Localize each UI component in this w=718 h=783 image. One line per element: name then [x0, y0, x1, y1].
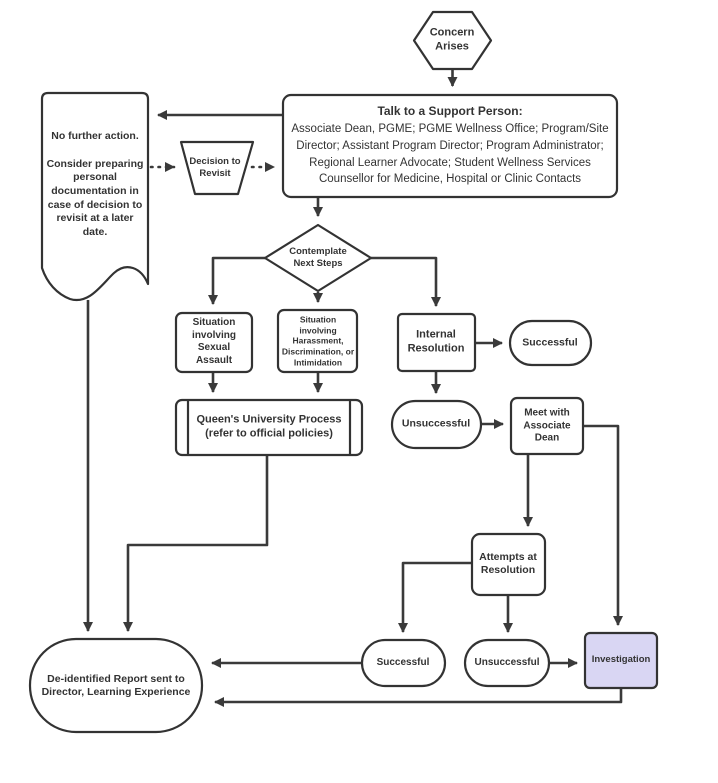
edge-queens-to-report [128, 455, 267, 631]
no-further-action-line2: Consider preparing personal documentation in case of decision to revisit at a later date. [46, 157, 144, 238]
queens-process-line2: (refer to official policies) [205, 427, 333, 439]
label-deidentified-report [33, 673, 199, 699]
edge-investigation-to-report [215, 688, 621, 702]
report-line1: De-identified Report sent to [47, 672, 185, 685]
label-investigation: Investigation [591, 654, 651, 666]
label-contemplate: Contemplate Next Steps [289, 246, 347, 269]
label-no-further-action [44, 130, 146, 239]
no-further-action-line1: No further action. [51, 130, 139, 142]
edge-contemplate-to-assault [213, 258, 265, 304]
label-successful-top: Successful [522, 336, 578, 349]
label-harassment: Situation involving Harassment, Discrimination, or Intimidation [281, 314, 355, 367]
label-attempts-resolution: Attempts at Resolution [479, 550, 537, 576]
label-support-person [285, 97, 615, 195]
label-sexual-assault: Situation involving Sexual Assault [192, 317, 236, 366]
label-meet-associate-dean: Meet with Associate Dean [523, 407, 571, 444]
label-queens-process [189, 413, 349, 441]
label-unsuccessful-top: Unsuccessful [401, 417, 471, 430]
edge-attempts-to-successful [403, 563, 472, 632]
queens-process-line1: Queen's University Process [196, 413, 342, 426]
label-concern-arises: Concern Arises [429, 26, 475, 52]
support-person-title: Talk to a Support Person: [377, 104, 523, 119]
edge-dean-to-investigation [583, 426, 618, 625]
support-person-body: Associate Dean, PGME; PGME Wellness Office; Program/Site Director; Assistant Program Director; Program Administrator; Regional Learner Advocate; Student Wellness Services Counsellor for Medicine, Hospital or Clinic Contacts [291, 123, 609, 186]
label-internal-resolution: Internal Resolution [407, 328, 465, 354]
label-successful-bottom: Successful [376, 656, 430, 668]
label-unsuccessful-bottom: Unsuccessful [474, 656, 540, 668]
edge-contemplate-to-internal [371, 258, 436, 306]
label-decision-revisit: Decision to Revisit [189, 156, 241, 179]
report-line2: Director, Learning Experience [41, 686, 191, 698]
